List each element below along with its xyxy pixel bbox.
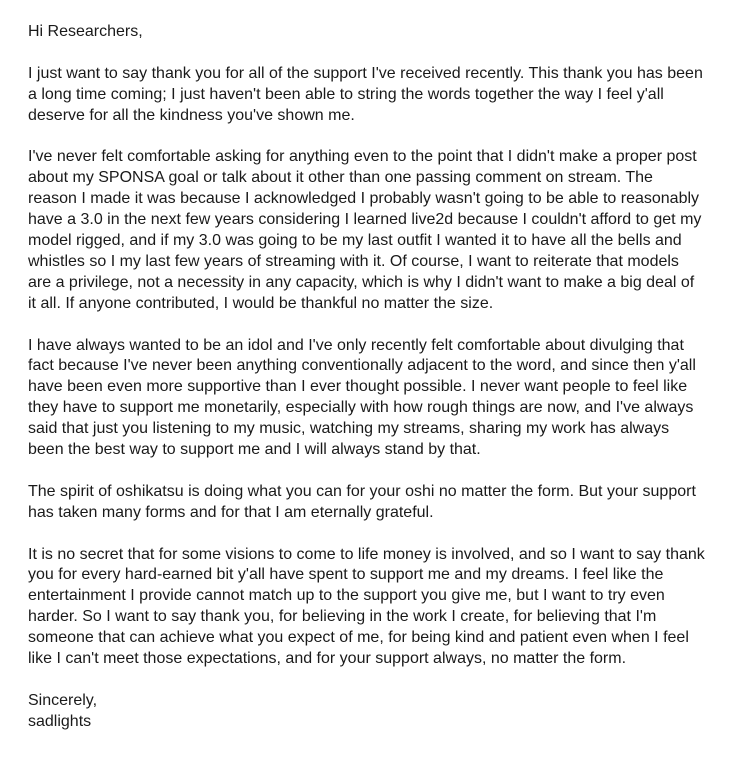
greeting: Hi Researchers, <box>28 23 143 40</box>
letter-body <box>28 22 731 733</box>
paragraph-gratitude: It is no secret that for some visions to come to life money is involved, and so I want to say thank you for every hard-earned bit y'all have spent to support me and my dreams. I feel like the entertainment I provide cannot match up to the support you give me, but I want to try even harder. So I want to say thank you, for believing in the work I create, for believing that I'm someone that can achieve what you expect of me, for being kind and patient even when I feel like I can't meet those expectations, and for your support always, no matter the form. <box>28 545 705 668</box>
paragraph-oshikatsu: The spirit of oshikatsu is doing what you can for your oshi no matter the form. But your support has taken many forms and for that I am eternally grateful. <box>28 482 696 521</box>
paragraph-thanks: I just want to say thank you for all of the support I've received recently. This thank you has been a long time coming; I just haven't been able to string the words together the way I feel y'all deserve for all the kindness you've shown me. <box>28 64 703 124</box>
signature: sadlights <box>28 712 92 730</box>
paragraph-idol: I have always wanted to be an idol and I've only recently felt comfortable about divulging that fact because I've never been anything conventionally adjacent to the word, and since then y'all have been even more supportive than I ever thought possible. I never want people to feel like they have to support me monetarily, especially with how rough things are now, and I've always said that just you listening to my music, watching my streams, sharing my work has always been the best way to support me and I will always stand by that. <box>28 336 696 459</box>
paragraph-sponsa-goal: I've never felt comfortable asking for anything even to the point that I didn't make a proper post about my SPONSA goal or talk about it other than one passing comment on stream. The reason I made it was because I acknowledged I probably wasn't going to be able to reasonably have a 3.0 in the next few years considering I learned live2d because I couldn't afford to get my model rigged, and if my 3.0 was going to be my last outfit I wanted it to have all the bells and whistles so I my last few years of streaming with it. Of course, I want to reiterate that models are a privilege, not a necessity in any capacity, which is why I didn't want to make a big deal of it all. If anyone contributed, I would be thankful no matter the size. <box>28 148 702 312</box>
closing: Sincerely, <box>28 691 98 709</box>
